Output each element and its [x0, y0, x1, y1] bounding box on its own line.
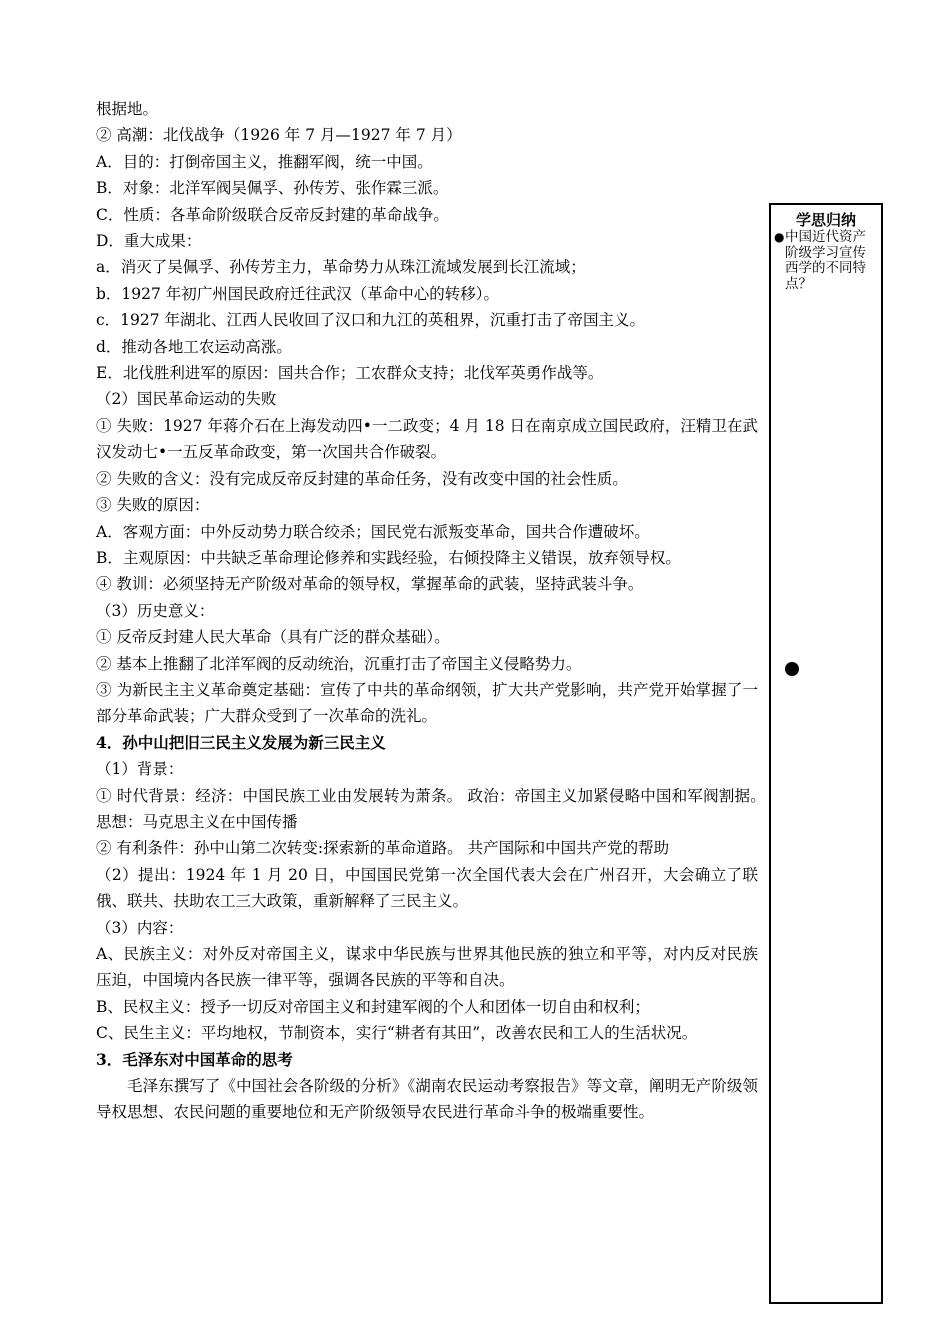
text-line: ② 高潮：北伐战争（1926 年 7 月—1927 年 7 月）: [96, 126, 462, 145]
text-line: A．客观方面：中外反动势力联合绞杀；国民党右派叛变革命，国共合作遭破坏。: [96, 522, 650, 541]
text-line: ② 失败的含义：没有完成反帝反封建的革命任务，没有改变中国的社会性质。: [96, 469, 628, 488]
paragraph-proposed: （2）提出：1924 年 1 月 20 日，中国国民党第一次全国代表大会在广州召开，大会确立了联俄、联共、扶助农工三大政策，重新解释了三民主义。: [96, 865, 758, 911]
sidebar-note: [771, 230, 881, 292]
text-line: （1）背景：: [96, 760, 184, 779]
bullet-dot-icon: [785, 662, 799, 676]
text-line: （2）国民革命运动的失败: [96, 390, 277, 409]
section-heading-4: 4．孙中山把旧三民主义发展为新三民主义: [96, 732, 386, 752]
text-line: a．消灭了吴佩孚、孙传芳主力，革命势力从珠江流域发展到长江流域；: [96, 258, 586, 277]
sidebar-box: [769, 203, 883, 1304]
sidebar-note-text: 中国近代资产阶级学习宣传西学的不同特点？: [785, 229, 866, 292]
text-line: B．对象：北洋军阀吴佩孚、孙传芳、张作霖三派。: [96, 179, 449, 198]
text-line: 根据地。: [96, 100, 159, 118]
text-line: b．1927 年初广州国民政府迁往武汉（革命中心的转移）。: [96, 284, 500, 303]
paragraph-mao: 毛泽东撰写了《中国社会各阶级的分析》《湖南农民运动考察报告》等文章，阐明无产阶级领导权思想、农民问题的重要地位和无产阶级领导农民进行革命斗争的极端重要性。: [96, 1077, 758, 1122]
text-line: c．1927 年湖北、江西人民收回了汉口和九江的英租界，沉重打击了帝国主义。: [96, 311, 646, 330]
sidebar-title: 学思归纳: [795, 211, 856, 229]
text-line: （3）历史意义：: [96, 601, 215, 620]
text-line: ① 反帝反封建人民大革命（具有广泛的群众基础）。: [96, 628, 450, 647]
text-line: C．性质：各革命阶级联合反帝反封建的革命战争。: [96, 205, 449, 224]
text-line: A．目的：打倒帝国主义，推翻军阀，统一中国。: [96, 152, 433, 171]
text-line: ② 基本上推翻了北洋军阀的反动统治，沉重打击了帝国主义侵略势力。: [96, 654, 582, 673]
paragraph-favorable: ② 有利条件：孙中山第二次转变:探索新的革命道路。 共产国际和中国共产党的帮助: [96, 839, 670, 858]
text-line: D．重大成果：: [96, 232, 202, 251]
section-heading-3: 3．毛泽东对中国革命的思考: [96, 1049, 293, 1069]
paragraph-failure: ① 失败：1927 年蒋介石在上海发动四•一二政变；4 月 18 日在南京成立国民政府，汪精卫在武汉发动七•一五反革命政变，第一次国共合作破裂。: [96, 416, 758, 462]
main-content: [96, 96, 779, 1126]
bullet-icon: ●: [774, 230, 785, 244]
paragraph-livelihood: C、民生主义：平均地权，节制资本，实行“耕者有其田”，改善农民和工人的生活状况。: [96, 1024, 698, 1043]
text-line: ③ 失败的原因：: [96, 496, 210, 515]
text-line: E．北伐胜利进军的原因：国共合作；工农群众支持；北伐军英勇作战等。: [96, 364, 604, 383]
text-line: ④ 教训：必须坚持无产阶级对革命的领导权，掌握革命的武装，坚持武装斗争。: [96, 575, 644, 594]
paragraph-era: ① 时代背景：经济：中国民族工业由发展转为萧条。 政治：帝国主义加紧侵略中国和军阀割据。 思想：马克思主义在中国传播: [96, 786, 779, 831]
paragraph-significance: ③ 为新民主主义革命奠定基础：宣传了中共的革命纲领，扩大共产党影响，共产党开始掌握了一部分革命武装；广大群众受到了一次革命的洗礼。: [96, 680, 758, 726]
text-line: d．推动各地工农运动高涨。: [96, 337, 292, 356]
text-line: B．主观原因：中共缺乏革命理论修养和实践经验，右倾投降主义错误，放弃领导权。: [96, 548, 681, 567]
paragraph-nationalism: A、民族主义：对外反对帝国主义，谋求中华民族与世界其他民族的独立和平等，对内反对民族压迫，中国境内各民族一律平等，强调各民族的平等和自决。: [96, 945, 758, 990]
text-line: B、民权主义：授予一切反对帝国主义和封建军阀的个人和团体一切自由和权利；: [96, 997, 650, 1016]
text-line: （3）内容：: [96, 918, 184, 937]
